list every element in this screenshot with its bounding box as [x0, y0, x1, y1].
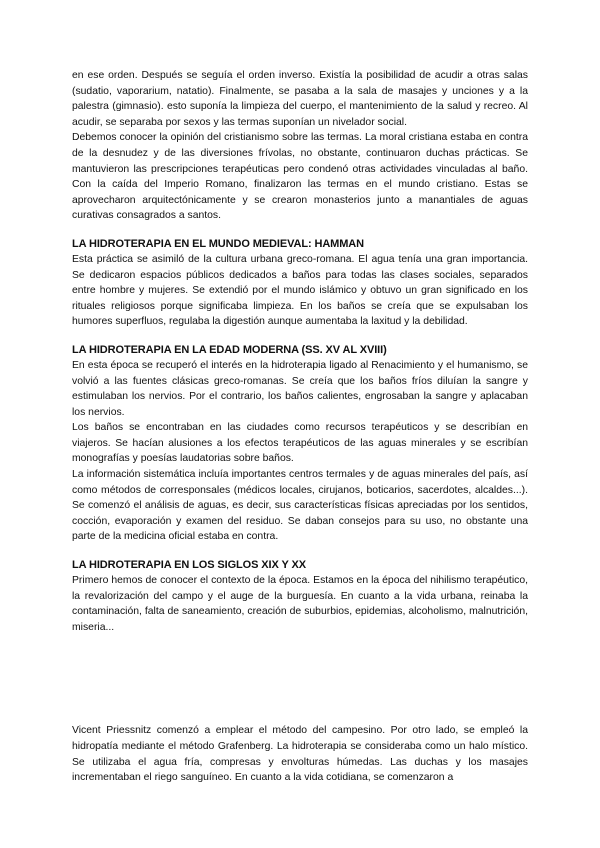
moderna-paragraph-1: En esta época se recuperó el interés en la hidroterapia ligado al Renacimiento y el humanismo, se volvió a las fuentes clásicas greco-romanas. Se creía que los baños fríos diluían la sangre y estimulaban los nervios. Por el contrario, los baños calientes, engrosaban la sangre y aplacaban los nervios. [72, 359, 528, 418]
intro-paragraph-1: en ese orden. Después se seguía el orden inverso. Existía la posibilidad de acudir a otras salas (sudatio, vaporarium, natatio). Finalmente, se pasaba a la sala de masajes y unciones y a la palestra (gimnasio). esto suponía la limpieza del cuerpo, el mantenimiento de la salud y recreo. Al acudir, se separaba por sexos y las termas suponían un nivelador social. [72, 70, 528, 128]
heading-xix-xx: LA HIDROTERAPIA EN LOS SIGLOS XIX Y XX [72, 559, 306, 572]
intro-paragraph-2: Debemos conocer la opinión del cristianismo sobre las termas. La moral cristiana estaba en contra de la desnudez y de las diversiones frívolas, no obstante, continuaron duchas prácticas. Se mantuvieron las prescripciones terapéuticas pero condenó otras actividades vinculadas al baño. Con la caída del Imperio Romano, finalizaron las termas en el mundo cristiano. Estas se aprovecharon arquitectónicamente y se crearon monasterios junto a manantiales de aguas curativas consagrados a santos. [72, 132, 528, 222]
heading-moderna: LA HIDROTERAPIA EN LA EDAD MODERNA (SS. XV AL XVIII) [72, 343, 387, 356]
moderna-paragraph-3: La información sistemática incluía importantes centros termales y de aguas minerales del país, así como métodos de corresponsales (médicos locales, cirujanos, boticarios, sacerdotes, alcaldes...). Se comenzó el análisis de aguas, es decir, sus características físicas apreciadas por los sentidos, cocción, evaporación y examen del residuo. Se daban consejos para su uso, no obstante una parte de la medicina oficial estaba en contra. [72, 469, 528, 543]
xix-xx-paragraph-2: Vicent Priessnitz comenzó a emplear el método del campesino. Por otro lado, se empleó la hidropatía mediante el método Grafenberg. La hidroterapia se consideraba como un halo místico. Se utilizaba el agua fría, compresas y envolturas húmedas. Las duchas y los masajes incrementaban el riego sanguíneo. En cuanto a la vida cotidiana, se comenzaron a [72, 725, 528, 784]
document-page [72, 68, 528, 786]
heading-medieval: LA HIDROTERAPIA EN EL MUNDO MEDIEVAL: HAMMAN [72, 237, 364, 250]
moderna-paragraph-2: Los baños se encontraban en las ciudades como recursos terapéuticos y se describían en viajeros. Se hacían alusiones a los efectos terapéuticos de las aguas minerales y se escribían monografías y poesías laudatorias sobre baños. [72, 422, 528, 465]
medieval-paragraph-1: Esta práctica se asimiló de la cultura urbana greco-romana. El agua tenía una gran importancia. Se dedicaron espacios públicos dedicados a baños para todas las clases sociales, separados entre hombre y mujeres. Se extendió por el mundo islámico y obtuvo un gran significado en los rituales religiosos porque significaba limpieza. En los baños se creía que se expulsaban los humores superfluos, regulaba la digestión aunque aumentaba la laxitud y la debilidad. [72, 253, 528, 328]
xix-xx-paragraph-1: Primero hemos de conocer el contexto de la época. Estamos en la época del nihilismo terapéutico, la revalorización del campo y el auge de la burguesía. En cuanto a la vida urbana, reinaba la contaminación, falta de saneamiento, creación de suburbios, epidemias, alcoholismo, malnutrición, miseria... [72, 575, 528, 633]
